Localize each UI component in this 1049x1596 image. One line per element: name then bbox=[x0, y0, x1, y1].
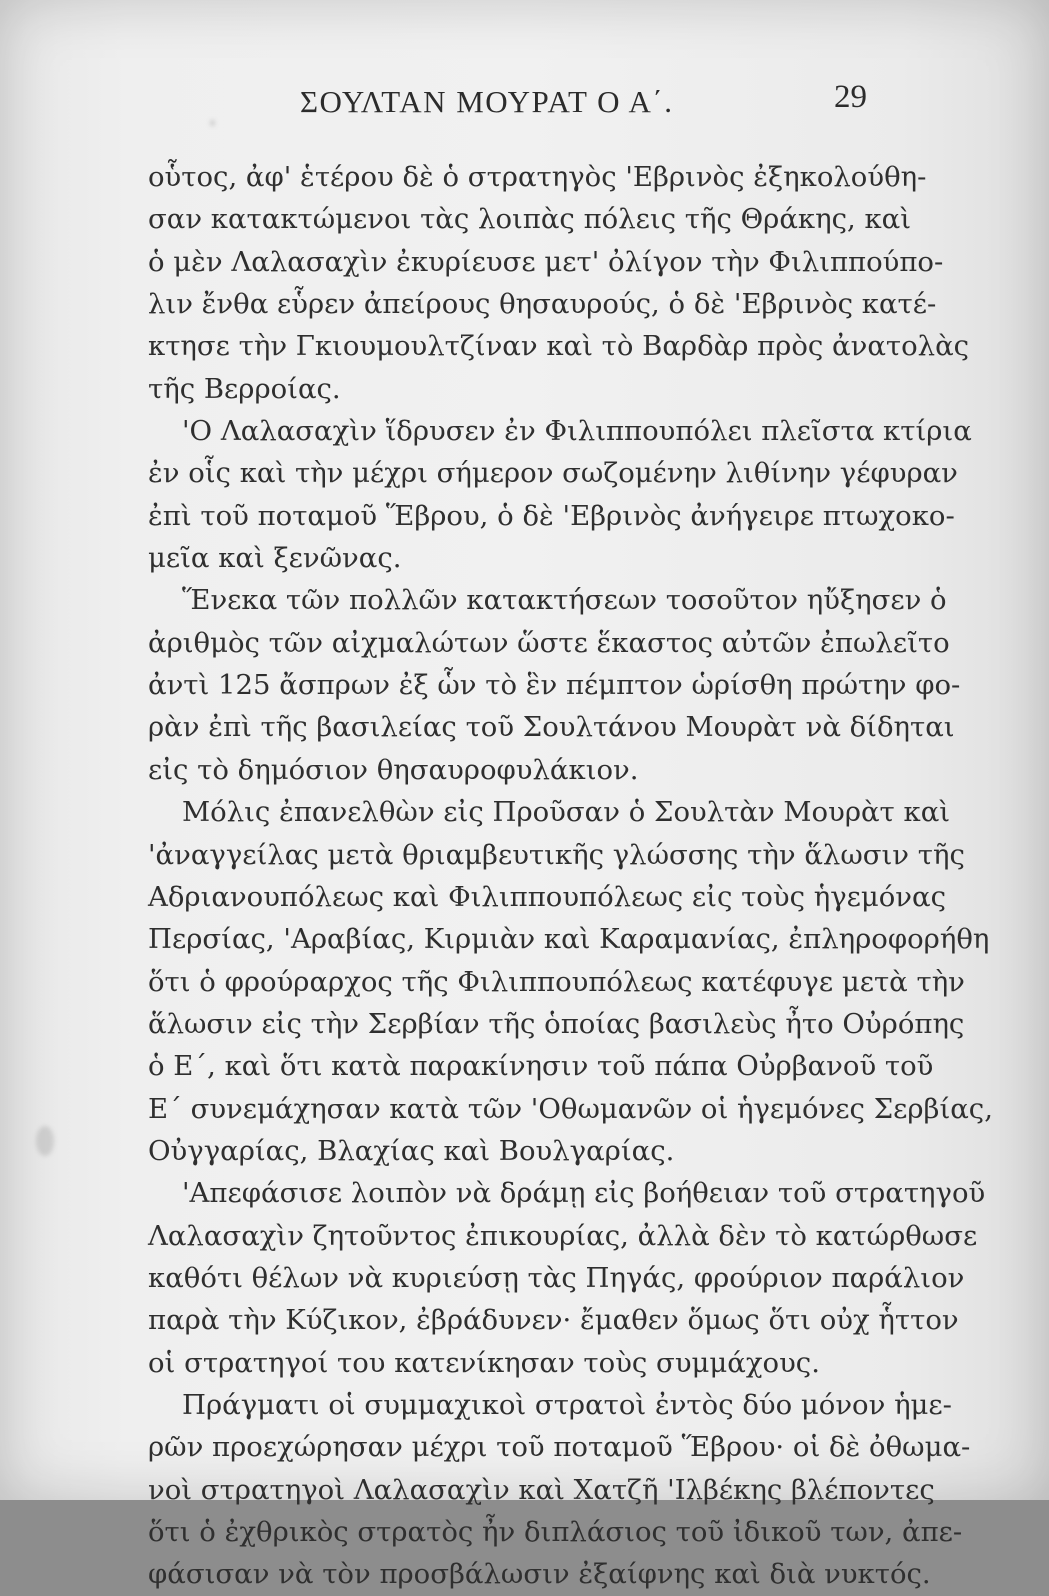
body-text bbox=[148, 156, 993, 1591]
text-line: ὁ Ε΄, καὶ ὅτι κατὰ παρακίνησιν τοῦ πάπα Οὐρβανοῦ τοῦ bbox=[148, 1050, 934, 1083]
page-stain bbox=[36, 1126, 54, 1156]
text-line: ἀριθμὸς τῶν αἰχμαλώτων ὥστε ἕκαστος αὐτῶν ἐπωλεῖτο bbox=[148, 626, 950, 659]
text-line: Ε΄ συνεμάχησαν κατὰ τῶν 'Οθωμανῶν οἱ ἡγεμόνες Σερβίας, bbox=[148, 1092, 993, 1125]
text-line: σαν κατακτώμενοι τὰς λοιπὰς πόλεις τῆς Θράκης, καὶ bbox=[148, 203, 912, 236]
text-line: φάσισαν νὰ τὸν προσβάλωσιν ἐξαίφνης καὶ διὰ νυκτός. bbox=[148, 1558, 931, 1591]
text-line: ὅτι ὁ ἐχθρικὸς στρατὸς ἦν διπλάσιος τοῦ ἰδικοῦ των, ἀπε- bbox=[148, 1516, 963, 1548]
text-line: οὗτος, ἀφ' ἑτέρου δὲ ὁ στρατηγὸς 'Εβρινὸς ἐξηκολούθη- bbox=[148, 161, 927, 193]
text-line: νοὶ στρατηγοὶ Λαλασαχὶν καὶ Χατζῆ 'Ιλβέκης βλέποντες bbox=[148, 1473, 935, 1506]
running-head: ΣΟΥΛΤΑΝ ΜΟΥΡΑΤ Ο Α΄. bbox=[300, 84, 674, 119]
page-header bbox=[0, 78, 1049, 126]
text-line: ἅλωσιν εἰς τὴν Σερβίαν τῆς ὁποίας βασιλεὺς ἦτο Οὐρόπης bbox=[148, 1007, 965, 1040]
text-line: 'ἀναγγείλας μετὰ θριαμβευτικῆς γλώσσης τὴν ἅλωσιν τῆς bbox=[148, 838, 965, 871]
text-line: παρὰ τὴν Κύζικον, ἐβράδυνεν· ἔμαθεν ὅμως ὅτι οὐχ ἧττον bbox=[148, 1304, 959, 1337]
text-line: ρῶν προεχώρησαν μέχρι τοῦ ποταμοῦ Ἕβρου· οἱ δὲ ὀθωμα- bbox=[148, 1431, 971, 1464]
text-line: ὅτι ὁ φρούραρχος τῆς Φιλιππουπόλεως κατέφυγε μετὰ τὴν bbox=[148, 965, 965, 998]
text-line: Ἕνεκα τῶν πολλῶν κατακτήσεων τοσοῦτον ηὔξησεν ὁ bbox=[182, 584, 947, 617]
text-line: ἀντὶ 125 ἄσπρων ἐξ ὧν τὸ ἓν πέμπτον ὡρίσθη πρώτην φο- bbox=[148, 669, 961, 702]
text-line: ὁ μὲν Λαλασαχὶν ἐκυρίευσε μετ' ὀλίγον τὴν Φιλιππούπο- bbox=[148, 245, 944, 278]
text-line: λιν ἔνθα εὗρεν ἀπείρους θησαυρούς, ὁ δὲ 'Εβρινὸς κατέ- bbox=[148, 288, 937, 321]
text-line: κτησε τὴν Γκιουμουλτζίναν καὶ τὸ Βαρδὰρ πρὸς ἀνατολὰς bbox=[148, 330, 970, 363]
text-line: Πράγματι οἱ συμμαχικοὶ στρατοὶ ἐντὸς δύο μόνον ἡμε- bbox=[182, 1388, 952, 1421]
text-line: 'Ο Λαλασαχὶν ἵδρυσεν ἐν Φιλιππουπόλει πλεῖστα κτίρια bbox=[182, 415, 972, 448]
text-line: ρὰν ἐπὶ τῆς βασιλείας τοῦ Σουλτάνου Μουρὰτ νὰ δίδηται bbox=[148, 711, 955, 744]
text-line: εἰς τὸ δημόσιον θησαυροφυλάκιον. bbox=[148, 753, 639, 786]
text-line: ἐπὶ τοῦ ποταμοῦ Ἕβρου, ὁ δὲ 'Εβρινὸς ἀνήγειρε πτωχοκο- bbox=[148, 499, 955, 532]
text-line: μεῖα καὶ ξενῶνας. bbox=[148, 542, 402, 575]
text-line: 'Απεφάσισε λοιπὸν νὰ δράμῃ εἰς βοήθειαν τοῦ στρατηγοῦ bbox=[182, 1177, 986, 1210]
text-line: Λαλασαχὶν ζητοῦντος ἐπικουρίας, ἀλλὰ δὲν τὸ κατώρθωσε bbox=[148, 1219, 978, 1252]
text-line: Περσίας, 'Αραβίας, Κιρμιὰν καὶ Καραμανίας, ἐπληροφορήθη bbox=[148, 923, 990, 956]
text-line: Οὐγγαρίας, Βλαχίας καὶ Βουλγαρίας. bbox=[148, 1134, 675, 1167]
text-line: τῆς Βερροίας. bbox=[148, 372, 341, 405]
page-number: 29 bbox=[834, 79, 867, 115]
text-line: Μόλις ἐπανελθὼν εἰς Προῦσαν ὁ Σουλτὰν Μουρὰτ καὶ bbox=[182, 796, 951, 829]
text-line: Αδριανουπόλεως καὶ Φιλιππουπόλεως εἰς τοὺς ἡγεμόνας bbox=[148, 880, 946, 913]
text-line: οἱ στρατηγοί του κατενίκησαν τοὺς συμμάχους. bbox=[148, 1346, 820, 1379]
text-line: ἐν οἷς καὶ τὴν μέχρι σήμερον σωζομένην λιθίνην γέφυραν bbox=[148, 457, 958, 490]
text-line: καθότι θέλων νὰ κυριεύσῃ τὰς Πηγάς, φρούριον παράλιον bbox=[148, 1261, 965, 1294]
